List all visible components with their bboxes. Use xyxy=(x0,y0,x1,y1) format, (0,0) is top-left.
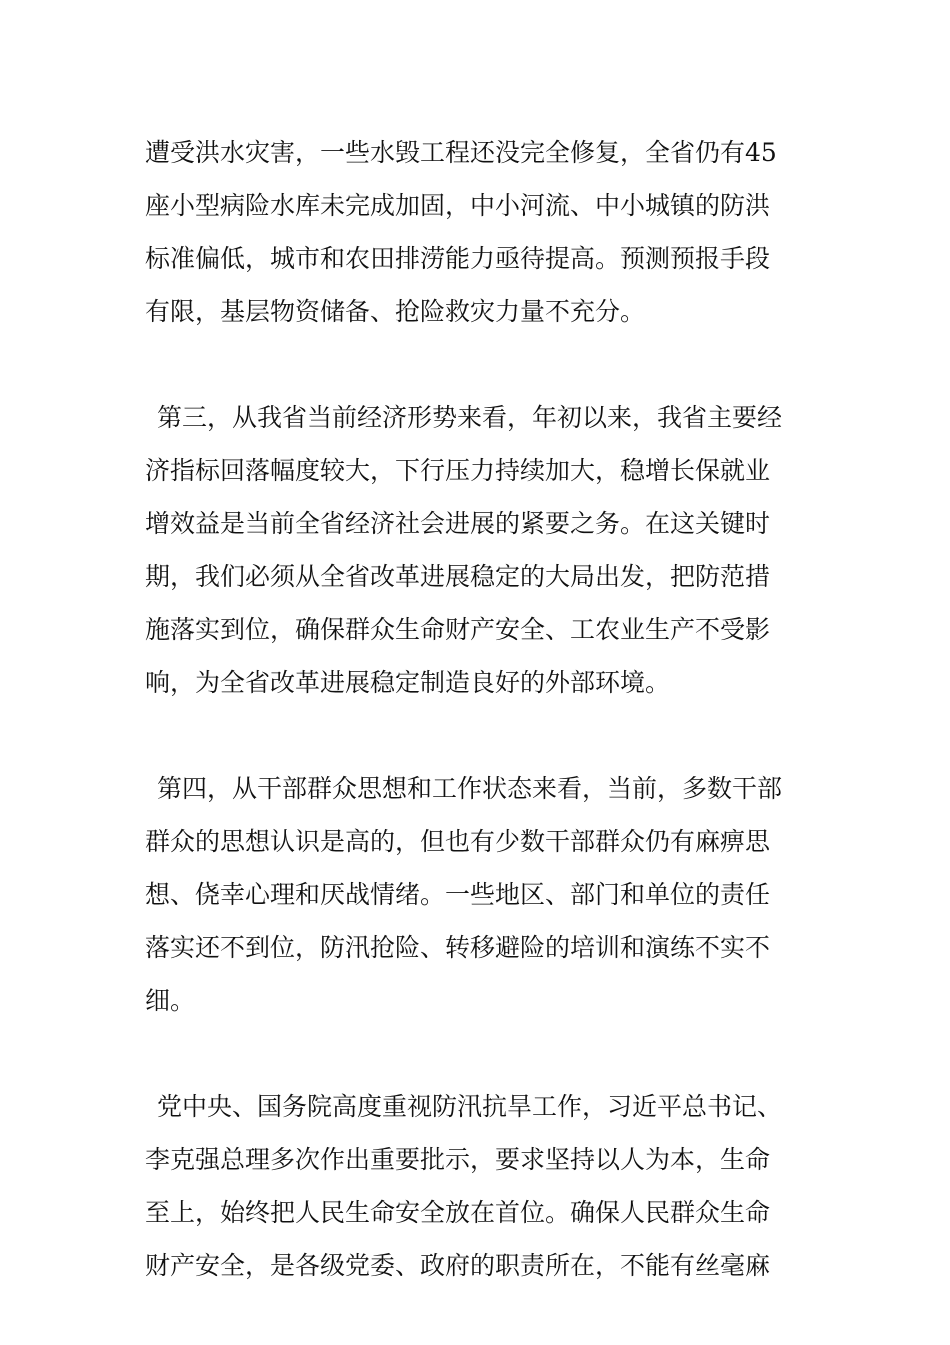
text-line: 响，为全省改革进展稳定制造良好的外部环境。 xyxy=(145,668,671,697)
text-line: 第三，从我省当前经济形势来看，年初以来，我省主要经 xyxy=(157,403,783,432)
text-line: 党中央、国务院高度重视防汛抗旱工作，习近平总书记、 xyxy=(157,1092,783,1121)
text-line: 有限，基层物资储备、抢险救灾力量不充分。 xyxy=(145,297,646,326)
text-line: 增效益是当前全省经济社会进展的紧要之务。在这关键时 xyxy=(145,509,771,538)
text-line: 标准偏低，城市和农田排涝能力亟待提高。预测预报手段 xyxy=(145,244,771,273)
paragraph-fourth xyxy=(145,762,810,1027)
text-line: 施落实到位，确保群众生命财产安全、工农业生产不受影 xyxy=(145,615,771,644)
text-line: 财产安全，是各级党委、政府的职责所在，不能有丝毫麻 xyxy=(145,1251,771,1280)
text-line: 至上，始终把人民生命安全放在首位。确保人民群众生命 xyxy=(145,1198,771,1227)
text-line: 济指标回落幅度较大，下行压力持续加大，稳增长保就业 xyxy=(145,456,771,485)
paragraph-central-guidance xyxy=(145,1080,810,1292)
text-line: 群众的思想认识是高的，但也有少数干部群众仍有麻痹思 xyxy=(145,827,771,856)
document-body xyxy=(145,126,810,1345)
text-line: 想、侥幸心理和厌战情绪。一些地区、部门和单位的责任 xyxy=(145,880,771,909)
text-line: 第四，从干部群众思想和工作状态来看，当前，多数干部 xyxy=(157,774,783,803)
text-line: 李克强总理多次作出重要批示，要求坚持以人为本，生命 xyxy=(145,1145,771,1174)
paragraph-third xyxy=(145,391,810,709)
text-line: 座小型病险水库未完成加固，中小河流、中小城镇的防洪 xyxy=(145,191,771,220)
text-line: 遭受洪水灾害，一些水毁工程还没完全修复，全省仍有45 xyxy=(145,138,777,167)
paragraph-continuation xyxy=(145,126,810,338)
text-line: 期，我们必须从全省改革进展稳定的大局出发，把防范措 xyxy=(145,562,771,591)
text-line: 细。 xyxy=(145,986,196,1015)
text-line: 落实还不到位，防汛抢险、转移避险的培训和演练不实不 xyxy=(145,933,771,962)
